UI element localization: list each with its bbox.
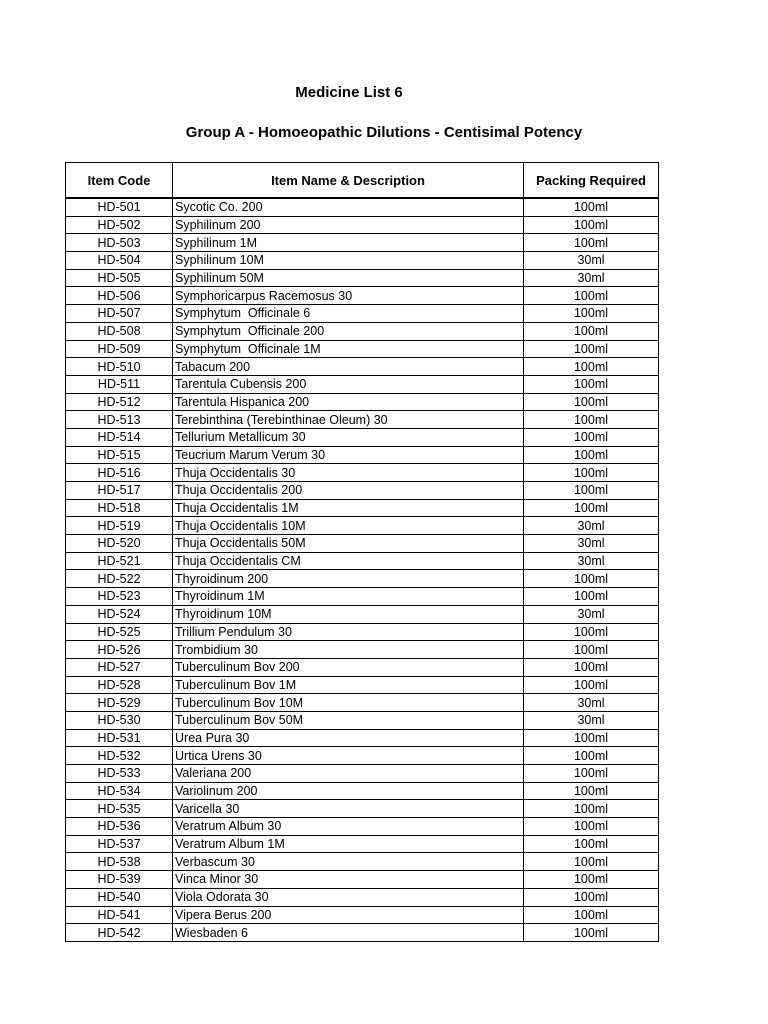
packing-cell: 100ml [524, 818, 659, 836]
item-code-cell: HD-525 [66, 623, 173, 641]
item-name-cell: Vipera Berus 200 [173, 906, 524, 924]
item-name-cell: Thuja Occidentalis CM [173, 552, 524, 570]
packing-cell: 100ml [524, 234, 659, 252]
table-row [66, 446, 659, 464]
item-name-cell: Tuberculinum Bov 50M [173, 711, 524, 729]
packing-cell: 100ml [524, 676, 659, 694]
item-code-cell: HD-523 [66, 588, 173, 606]
item-name-cell: Syphilinum 200 [173, 216, 524, 234]
header-row [66, 163, 659, 199]
packing-cell: 100ml [524, 570, 659, 588]
item-name-cell: Symphytum Officinale 1M [173, 340, 524, 358]
table-row [66, 464, 659, 482]
item-code-cell: HD-534 [66, 782, 173, 800]
item-code-cell: HD-521 [66, 552, 173, 570]
table-row [66, 588, 659, 606]
table-row [66, 818, 659, 836]
item-code-cell: HD-516 [66, 464, 173, 482]
packing-cell: 100ml [524, 322, 659, 340]
table-row [66, 552, 659, 570]
packing-cell: 100ml [524, 375, 659, 393]
item-name-cell: Trombidium 30 [173, 641, 524, 659]
table-row [66, 835, 659, 853]
packing-cell: 100ml [524, 305, 659, 323]
item-name-cell: Wiesbaden 6 [173, 924, 524, 942]
item-code-cell: HD-531 [66, 729, 173, 747]
packing-cell: 30ml [524, 269, 659, 287]
packing-cell: 100ml [524, 729, 659, 747]
table-body [66, 198, 659, 941]
page-subtitle [0, 124, 768, 141]
item-code-cell: HD-509 [66, 340, 173, 358]
item-name-cell: Tellurium Metallicum 30 [173, 428, 524, 446]
item-name-cell: Symphytum Officinale 200 [173, 322, 524, 340]
item-code-cell: HD-535 [66, 800, 173, 818]
packing-cell: 100ml [524, 287, 659, 305]
item-name-cell: Tarentula Cubensis 200 [173, 375, 524, 393]
packing-cell: 30ml [524, 252, 659, 270]
table-row [66, 322, 659, 340]
item-code-cell: HD-540 [66, 888, 173, 906]
item-name-cell: Trillium Pendulum 30 [173, 623, 524, 641]
item-code-cell: HD-533 [66, 765, 173, 783]
item-code-cell: HD-513 [66, 411, 173, 429]
item-name-cell: Urtica Urens 30 [173, 747, 524, 765]
item-code-cell: HD-529 [66, 694, 173, 712]
table-row [66, 888, 659, 906]
table-row [66, 765, 659, 783]
item-code-cell: HD-520 [66, 535, 173, 553]
table-row [66, 535, 659, 553]
item-name-cell: Thyroidinum 1M [173, 588, 524, 606]
packing-cell: 100ml [524, 340, 659, 358]
item-code-cell: HD-512 [66, 393, 173, 411]
item-code-cell: HD-524 [66, 605, 173, 623]
item-name-cell: Thuja Occidentalis 30 [173, 464, 524, 482]
table-row [66, 871, 659, 889]
table-row [66, 269, 659, 287]
item-code-cell: HD-514 [66, 428, 173, 446]
header-item-name: Item Name & Description [173, 163, 524, 199]
item-code-cell: HD-515 [66, 446, 173, 464]
item-name-cell: Tuberculinum Bov 10M [173, 694, 524, 712]
item-name-cell: Tuberculinum Bov 200 [173, 658, 524, 676]
medicine-table [65, 162, 659, 942]
item-name-cell: Veratrum Album 1M [173, 835, 524, 853]
packing-cell: 100ml [524, 499, 659, 517]
subtitle-text: Group A - Homoeopathic Dilutions - Centisimal Potency [185, 124, 583, 141]
table-row [66, 623, 659, 641]
item-name-cell: Syphilinum 10M [173, 252, 524, 270]
item-name-cell: Thuja Occidentalis 10M [173, 517, 524, 535]
item-name-cell: Sycotic Co. 200 [173, 198, 524, 216]
item-name-cell: Symphoricarpus Racemosus 30 [173, 287, 524, 305]
packing-cell: 100ml [524, 888, 659, 906]
item-name-cell: Thuja Occidentalis 1M [173, 499, 524, 517]
header-packing: Packing Required [524, 163, 659, 199]
table-row [66, 234, 659, 252]
item-name-cell: Teucrium Marum Verum 30 [173, 446, 524, 464]
item-name-cell: Tarentula Hispanica 200 [173, 393, 524, 411]
packing-cell: 100ml [524, 446, 659, 464]
table-row [66, 287, 659, 305]
packing-cell: 100ml [524, 428, 659, 446]
item-code-cell: HD-519 [66, 517, 173, 535]
item-code-cell: HD-518 [66, 499, 173, 517]
packing-cell: 30ml [524, 605, 659, 623]
table-row [66, 800, 659, 818]
table-row [66, 711, 659, 729]
table-row [66, 782, 659, 800]
packing-cell: 100ml [524, 393, 659, 411]
item-code-cell: HD-504 [66, 252, 173, 270]
page-title: Medicine List 6 [295, 84, 403, 101]
item-name-cell: Viola Odorata 30 [173, 888, 524, 906]
packing-cell: 100ml [524, 216, 659, 234]
table-row [66, 658, 659, 676]
packing-cell: 100ml [524, 411, 659, 429]
item-code-cell: HD-541 [66, 906, 173, 924]
packing-cell: 100ml [524, 464, 659, 482]
packing-cell: 100ml [524, 623, 659, 641]
table-row [66, 411, 659, 429]
item-name-cell: Syphilinum 1M [173, 234, 524, 252]
item-name-cell: Thuja Occidentalis 50M [173, 535, 524, 553]
packing-cell: 100ml [524, 641, 659, 659]
item-code-cell: HD-539 [66, 871, 173, 889]
item-name-cell: Thyroidinum 10M [173, 605, 524, 623]
packing-cell: 30ml [524, 552, 659, 570]
header-item-code: Item Code [66, 163, 173, 199]
packing-cell: 100ml [524, 853, 659, 871]
table-row [66, 252, 659, 270]
packing-cell: 30ml [524, 694, 659, 712]
packing-cell: 30ml [524, 711, 659, 729]
item-name-cell: Symphytum Officinale 6 [173, 305, 524, 323]
table-row [66, 906, 659, 924]
item-code-cell: HD-530 [66, 711, 173, 729]
item-code-cell: HD-501 [66, 198, 173, 216]
packing-cell: 100ml [524, 924, 659, 942]
item-name-cell: Varicella 30 [173, 800, 524, 818]
packing-cell: 30ml [524, 535, 659, 553]
packing-cell: 100ml [524, 747, 659, 765]
item-name-cell: Thyroidinum 200 [173, 570, 524, 588]
packing-cell: 100ml [524, 358, 659, 376]
packing-cell: 100ml [524, 871, 659, 889]
item-code-cell: HD-526 [66, 641, 173, 659]
packing-cell: 30ml [524, 517, 659, 535]
item-name-cell: Tuberculinum Bov 1M [173, 676, 524, 694]
packing-cell: 100ml [524, 835, 659, 853]
item-name-cell: Terebinthina (Terebinthinae Oleum) 30 [173, 411, 524, 429]
table-row [66, 340, 659, 358]
packing-cell: 100ml [524, 800, 659, 818]
item-code-cell: HD-537 [66, 835, 173, 853]
item-code-cell: HD-503 [66, 234, 173, 252]
item-name-cell: Syphilinum 50M [173, 269, 524, 287]
item-code-cell: HD-510 [66, 358, 173, 376]
item-name-cell: Vinca Minor 30 [173, 871, 524, 889]
table-row [66, 198, 659, 216]
item-name-cell: Verbascum 30 [173, 853, 524, 871]
table-row [66, 499, 659, 517]
item-code-cell: HD-536 [66, 818, 173, 836]
table-row [66, 676, 659, 694]
table-row [66, 428, 659, 446]
table-row [66, 393, 659, 411]
item-code-cell: HD-506 [66, 287, 173, 305]
item-name-cell: Valeriana 200 [173, 765, 524, 783]
item-code-cell: HD-527 [66, 658, 173, 676]
table-row [66, 641, 659, 659]
item-code-cell: HD-542 [66, 924, 173, 942]
packing-cell: 100ml [524, 765, 659, 783]
item-name-cell: Thuja Occidentalis 200 [173, 482, 524, 500]
item-code-cell: HD-532 [66, 747, 173, 765]
item-name-cell: Variolinum 200 [173, 782, 524, 800]
packing-cell: 100ml [524, 906, 659, 924]
table-header [66, 163, 659, 199]
packing-cell: 100ml [524, 198, 659, 216]
table-row [66, 482, 659, 500]
table-row [66, 694, 659, 712]
item-code-cell: HD-507 [66, 305, 173, 323]
item-code-cell: HD-538 [66, 853, 173, 871]
table-row [66, 216, 659, 234]
table-row [66, 924, 659, 942]
packing-cell: 100ml [524, 482, 659, 500]
table-row [66, 305, 659, 323]
table-row [66, 747, 659, 765]
item-code-cell: HD-517 [66, 482, 173, 500]
packing-cell: 100ml [524, 588, 659, 606]
packing-cell: 100ml [524, 658, 659, 676]
table-row [66, 853, 659, 871]
item-name-cell: Veratrum Album 30 [173, 818, 524, 836]
table-row [66, 517, 659, 535]
packing-cell: 100ml [524, 782, 659, 800]
item-name-cell: Urea Pura 30 [173, 729, 524, 747]
item-code-cell: HD-528 [66, 676, 173, 694]
item-name-cell: Tabacum 200 [173, 358, 524, 376]
item-code-cell: HD-511 [66, 375, 173, 393]
item-code-cell: HD-505 [66, 269, 173, 287]
table-row [66, 605, 659, 623]
table-row [66, 570, 659, 588]
item-code-cell: HD-508 [66, 322, 173, 340]
table-row [66, 358, 659, 376]
table-row [66, 375, 659, 393]
table-row [66, 729, 659, 747]
item-code-cell: HD-502 [66, 216, 173, 234]
item-code-cell: HD-522 [66, 570, 173, 588]
